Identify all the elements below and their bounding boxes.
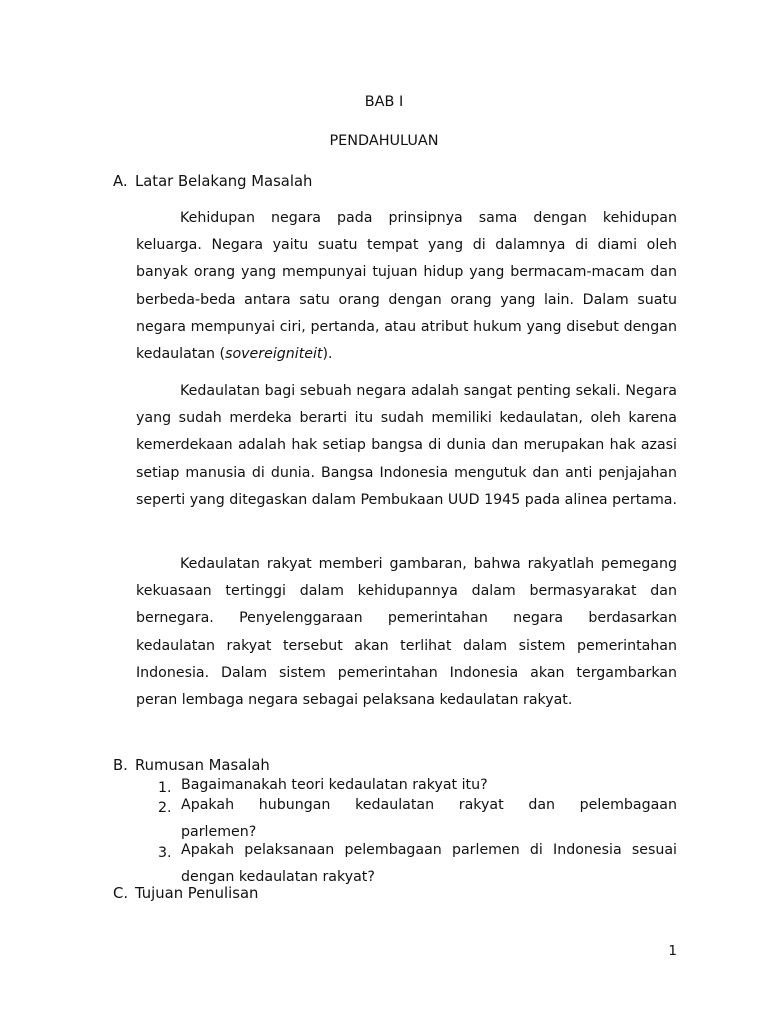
paragraph-3: Kedaulatan rakyat memberi gambaran, bahwa rakyatlah pemegang kekuasaan tertinggi dalam kehidupannya dalam bermasyarakat dan bernegara. Penyelenggaraan pemerintahan negara berdasarkan kedaulatan rakyat tersebut akan terlihat dalam sistem pemerintahan Indonesia. Dalam sistem pemerintahan Indonesia akan tergambarkan peran lembaga negara sebagai pelaksana kedaulatan rakyat.: [136, 556, 677, 709]
paragraph-1-text-end: ).: [322, 346, 333, 363]
section-a-title: Latar Belakang Masalah: [135, 173, 313, 190]
list-item-number: 3.: [158, 845, 172, 861]
list-item-text: Apakah hubungan kedaulatan rakyat dan pelembagaan: [181, 797, 677, 813]
section-b-letter: B.: [113, 757, 128, 774]
list-item: [158, 775, 677, 795]
list-item-number: 1.: [158, 780, 172, 796]
section-a-heading: [113, 173, 312, 190]
paragraph-1-italic-term: sovereigniteit: [225, 346, 323, 363]
paragraph-1: [136, 205, 677, 368]
section-b-heading: [113, 757, 270, 774]
list-item: [158, 795, 677, 840]
list-item-text: Bagaimanakah teori kedaulatan rakyat itu?: [181, 777, 488, 793]
chapter-title: PENDAHULUAN: [329, 133, 439, 149]
list-item-number: 2.: [158, 800, 172, 816]
page-number: 1: [668, 943, 677, 959]
section-a-letter: A.: [113, 173, 128, 190]
section-c-title: Tujuan Penulisan: [135, 885, 259, 902]
list-item-text-continued: dengan kedaulatan rakyat?: [181, 869, 375, 885]
list-item-text-continued: parlemen?: [181, 824, 257, 840]
list-item-text: Apakah pelaksanaan pelembagaan parlemen di Indonesia sesuai: [181, 842, 677, 858]
section-c-heading: [113, 885, 258, 902]
section-b-title: Rumusan Masalah: [135, 757, 270, 774]
list-item: [158, 840, 677, 885]
problem-list: [158, 775, 677, 885]
chapter-label: BAB I: [364, 94, 404, 110]
section-c-letter: C.: [113, 885, 129, 902]
paragraph-2: Kedaulatan bagi sebuah negara adalah sangat penting sekali. Negara yang sudah merdeka berarti itu sudah memiliki kedaulatan, oleh karena kemerdekaan adalah hak setiap bangsa di dunia dan merupakan hak azasi setiap manusia di dunia. Bangsa Indonesia mengutuk dan anti penjajahan seperti yang ditegaskan dalam Pembukaan UUD 1945 pada alinea pertama.: [136, 383, 677, 508]
paragraph-1-text: Kehidupan negara pada prinsipnya sama dengan kehidupan keluarga. Negara yaitu suatu tempat yang di dalamnya di diami oleh banyak orang yang mempunyai tujuan hidup yang bermacam-macam dan berbeda-beda antara satu orang dengan orang yang lain. Dalam suatu negara mempunyai ciri, pertanda, atau atribut hukum yang disebut dengan kedaulatan (: [136, 210, 677, 363]
